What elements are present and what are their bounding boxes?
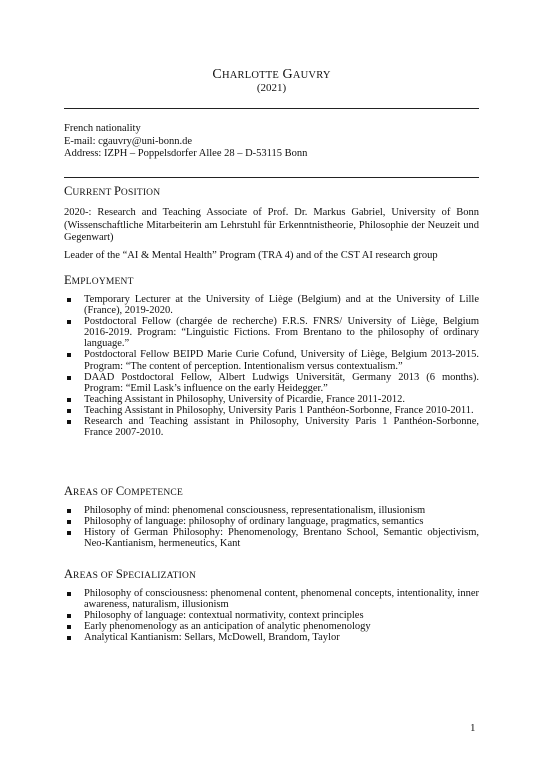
competence-list — [64, 505, 479, 549]
heading-rest: URRENT — [72, 188, 114, 198]
list-item-text: Analytical Kantianism: Sellars, McDowell, Brandom, Taylor — [84, 632, 340, 644]
heading-rest: REAS OF — [73, 488, 116, 498]
bullet-icon — [67, 376, 71, 380]
list-item — [64, 316, 479, 349]
heading-initial: A — [64, 567, 74, 581]
heading-initial: E — [64, 273, 72, 287]
page-number: 1 — [470, 722, 476, 734]
email: E-mail: cgauvry@uni-bonn.de — [64, 135, 193, 147]
bullet-icon — [67, 592, 71, 596]
address: Address: IZPH – Poppelsdorfer Allee 28 – D-53115 Bonn — [64, 148, 308, 160]
list-item — [64, 621, 479, 632]
list-item — [64, 372, 479, 394]
list-item-text: Teaching Assistant in Philosophy, University Paris 1 Panthéon-Sorbonne, France 2010-2011. — [84, 404, 474, 416]
heading-initial: C — [64, 184, 73, 198]
list-item-text: Philosophy of mind: phenomenal consciousness, representationalism, illusionism — [84, 505, 426, 516]
list-item — [64, 610, 479, 621]
list-item-text: Research and Teaching assistant in Philosophy, University Paris 1 Panthéon-Sorbonne, France 2007-2010. — [84, 416, 479, 439]
heading-rest: REAS OF — [73, 571, 116, 581]
list-item-text: Early phenomenology as an anticipation of analytic phenomenology — [84, 621, 371, 633]
current-position-block — [64, 207, 479, 262]
title-first-initial: C — [212, 67, 222, 82]
bullet-icon — [67, 520, 71, 524]
list-item — [64, 416, 479, 438]
nationality: French nationality — [64, 123, 141, 134]
bullet-icon — [67, 420, 71, 424]
list-item-text: DAAD Postdoctoral Fellow, Albert Ludwigs Universität, Germany 2013 (6 months). Program: “Emil Lask’s influence on the early Heidegger.” — [84, 371, 479, 394]
heading-rest: MPLOYMENT — [71, 277, 134, 287]
list-item-text: Philosophy of consciousness: phenomenal content, phenomenal concepts, intentionality, inner awareness, naturalism, illusionism — [84, 588, 479, 611]
bullet-icon — [67, 320, 71, 324]
title-first-rest: HARLOTTE — [221, 70, 279, 81]
heading-initial: A — [64, 484, 74, 498]
list-item-text: Philosophy of language: philosophy of ordinary language, pragmatics, semantics — [84, 516, 424, 528]
section-heading-employment — [64, 274, 134, 289]
list-item-text: History of German Philosophy: Phenomenology, Brentano School, Semantic objectivism, Neo-Kantianism, hermeneutics, Kant — [84, 527, 479, 550]
title-last-initial: G — [282, 67, 293, 82]
list-item — [64, 294, 479, 316]
section-heading-specialization — [64, 568, 196, 583]
divider-contact — [64, 177, 479, 178]
bullet-icon — [67, 509, 71, 513]
heading-rest-2: PECIALIZATION — [122, 571, 197, 581]
bullet-icon — [67, 625, 71, 629]
list-item-text: Postdoctoral Fellow BEIPD Marie Curie Cofund, University of Liège, Belgium 2013-2015. Program: “The content of perception. Intentionalism versus contextualism.” — [84, 349, 479, 372]
bullet-icon — [67, 398, 71, 402]
bullet-icon — [67, 531, 71, 535]
list-item-text: Postdoctoral Fellow (chargée de recherche) F.R.S. FNRS/ University of Liège, Belgium 2016-2019. Program: “Linguistic Fictions. From Brentano to the philosophy of ordinary language.” — [84, 316, 479, 350]
bullet-icon — [67, 614, 71, 618]
list-item-text: Philosophy of language: contextual normativity, context principles — [84, 610, 364, 622]
heading-initial-2: S — [115, 567, 123, 581]
list-item — [64, 527, 479, 549]
specialization-list — [64, 588, 479, 643]
list-item-text: Teaching Assistant in Philosophy, University of Picardie, France 2011-2012. — [84, 393, 406, 405]
section-heading-competence — [64, 485, 183, 500]
bullet-icon — [67, 636, 71, 640]
title-last-rest: AUVRY — [292, 70, 331, 81]
list-item — [64, 632, 479, 643]
heading-initial-2: P — [113, 184, 121, 198]
list-item — [64, 349, 479, 371]
bullet-icon — [67, 353, 71, 357]
heading-rest-2: OSITION — [120, 188, 161, 198]
section-heading-current-position — [64, 185, 160, 200]
list-item — [64, 516, 479, 527]
bullet-icon — [67, 409, 71, 413]
contact-block — [64, 123, 479, 161]
bullet-icon — [67, 298, 71, 302]
document-year: (2021) — [256, 82, 287, 94]
list-item — [64, 394, 479, 405]
divider-top — [64, 108, 479, 109]
list-item — [64, 505, 479, 516]
heading-rest-2: OMPETENCE — [124, 488, 183, 498]
employment-list — [64, 294, 479, 438]
list-item — [64, 588, 479, 610]
current-position-text: 2020-: Research and Teaching Associate of Prof. Dr. Markus Gabriel, University of Bonn (Wissenschaftliche Mitarbeiterin am Lehrstuhl für Erkenntnistheorie, Philosophie der Neuzeit und Gegenwart) — [64, 207, 479, 244]
list-item-text: Temporary Lecturer at the University of Liège (Belgium) and at the University of Lille (France), 2019-2020. — [84, 294, 479, 317]
list-item — [64, 405, 479, 416]
heading-initial-2: C — [115, 484, 125, 498]
current-position-leader: Leader of the “AI & Mental Health” Program (TRA 4) and of the CST AI research group — [64, 249, 438, 261]
